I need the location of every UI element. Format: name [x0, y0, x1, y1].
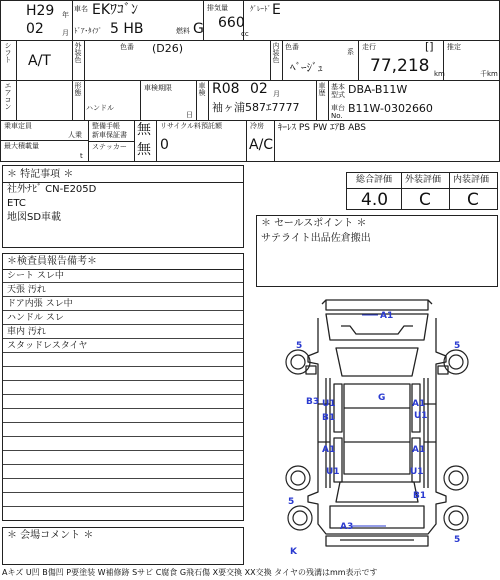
- damage-mark: K: [290, 547, 297, 557]
- interior-score-label: 内装評価: [453, 175, 490, 185]
- damage-mark: G: [378, 393, 386, 403]
- mileage-value: 77,218: [370, 56, 430, 76]
- damage-mark: 5: [288, 497, 295, 507]
- special-notes-title: ＊ 特記事項 ＊: [7, 169, 74, 180]
- interior-color-label: 内装色: [272, 42, 280, 63]
- damage-mark: U1: [326, 467, 340, 477]
- inspector-note-line: [3, 423, 243, 437]
- damage-mark: A3: [340, 522, 354, 532]
- displacement-label: 排気量: [207, 4, 228, 12]
- car-damage-diagram: [256, 292, 498, 564]
- fuel-label: 燃料: [176, 27, 190, 35]
- inspector-note-line: [3, 437, 243, 451]
- frame-number: B11W-0302660: [348, 102, 433, 115]
- special-notes: [2, 165, 244, 248]
- damage-mark: A1: [322, 445, 336, 455]
- exterior-color-label: 外装色: [74, 42, 82, 63]
- venue-comment: [2, 527, 244, 565]
- sales-point-title: ＊ セールスポイント ＊: [261, 218, 367, 229]
- damage-mark: U1: [414, 411, 428, 421]
- sales-point-text: サテライト出品佐倉搬出: [261, 233, 371, 244]
- recycle-value: 0: [160, 137, 169, 153]
- special-note-line: ETC: [7, 198, 26, 209]
- door-type: 5 HB: [110, 21, 144, 37]
- inspector-note-line: 車内 汚れ: [3, 325, 243, 339]
- total-score: 4.0: [361, 190, 389, 210]
- inspector-note-line: [3, 367, 243, 381]
- interior-score: C: [467, 190, 479, 210]
- inspector-note-line: ハンドル スレ: [3, 311, 243, 325]
- inspector-notes-title: ＊検査員報告備考＊: [7, 256, 97, 267]
- year-value: H29: [26, 3, 55, 19]
- ac-value: A/C: [249, 137, 274, 153]
- inspector-note-line: [3, 409, 243, 423]
- model-name: EKﾜｺﾞﾝ: [92, 2, 139, 18]
- grade-label: ｸﾞﾚｰﾄﾞ: [250, 5, 271, 13]
- venue-comment-title: ＊ 会場コメント ＊: [7, 530, 94, 541]
- damage-mark: A1: [380, 311, 394, 321]
- shift-label: シフト: [4, 42, 12, 63]
- inspector-note-line: [3, 493, 243, 507]
- inspector-note-line: ドア内張 スレ中: [3, 297, 243, 311]
- equipment-list: ｷｰﾚｽ PS PW ｴｱB ABS: [278, 123, 366, 133]
- damage-mark: 5: [296, 341, 303, 351]
- exterior-score: C: [419, 190, 431, 210]
- inspector-note-line: [3, 353, 243, 367]
- inspector-note-line: [3, 507, 243, 521]
- damage-legend: Aキズ U凹 B傷凹 P要塗装 W補修跡 Sサビ C腐食 G飛石傷 X要交換 XX交換 タイヤの残溝はmm表示です: [2, 568, 378, 577]
- damage-mark: 5: [454, 535, 461, 545]
- exterior-score-label: 外装評価: [405, 175, 442, 185]
- inspector-note-line: [3, 381, 243, 395]
- model-label: 車名: [74, 5, 88, 13]
- damage-mark: B1: [322, 413, 336, 423]
- inspection-month: 02: [250, 81, 268, 97]
- inspection-year: R08: [212, 81, 240, 97]
- grade-value: E: [272, 2, 281, 18]
- color-code: (D26): [152, 42, 184, 55]
- damage-mark: B3: [306, 397, 320, 407]
- warranty-value: 無: [137, 122, 151, 138]
- inspector-note-line: シート スレ中: [3, 269, 243, 283]
- total-score-label: 総合評価: [356, 175, 393, 185]
- displacement-value: 660: [218, 15, 245, 31]
- door-label: ﾄﾞｱ･ﾀｲﾌﾟ: [74, 27, 102, 35]
- damage-mark: U1: [410, 467, 424, 477]
- inspector-note-line: スタッドレスタイヤ: [3, 339, 243, 353]
- special-note-line: 社外ﾅﾋﾞ CN-E205D: [7, 184, 97, 195]
- sales-point: [256, 215, 498, 287]
- inspector-note-line: 天張 汚れ: [3, 283, 243, 297]
- damage-mark: A1: [412, 445, 426, 455]
- damage-mark: B1: [413, 491, 427, 501]
- inspector-note-line: [3, 465, 243, 479]
- damage-mark: A1: [412, 399, 426, 409]
- sticker-value: 無: [137, 142, 151, 158]
- damage-mark: U1: [322, 399, 336, 409]
- score-panel: [346, 172, 498, 210]
- model-code: DBA-B11W: [348, 83, 408, 96]
- inspector-note-line: [3, 479, 243, 493]
- inspector-notes: [2, 253, 244, 521]
- inspector-note-line: [3, 451, 243, 465]
- inspector-note-line: [3, 395, 243, 409]
- fuel-value: G: [193, 21, 204, 37]
- plate-number: 袖ヶ浦587ｴ7777: [212, 101, 300, 114]
- shift-value: A/T: [28, 53, 51, 69]
- month-value: 02: [26, 21, 44, 37]
- damage-mark: 5: [454, 341, 461, 351]
- special-note-line: 地図SD車載: [7, 212, 62, 223]
- interior-color: ﾍﾞｰｼﾞｭ: [290, 61, 323, 74]
